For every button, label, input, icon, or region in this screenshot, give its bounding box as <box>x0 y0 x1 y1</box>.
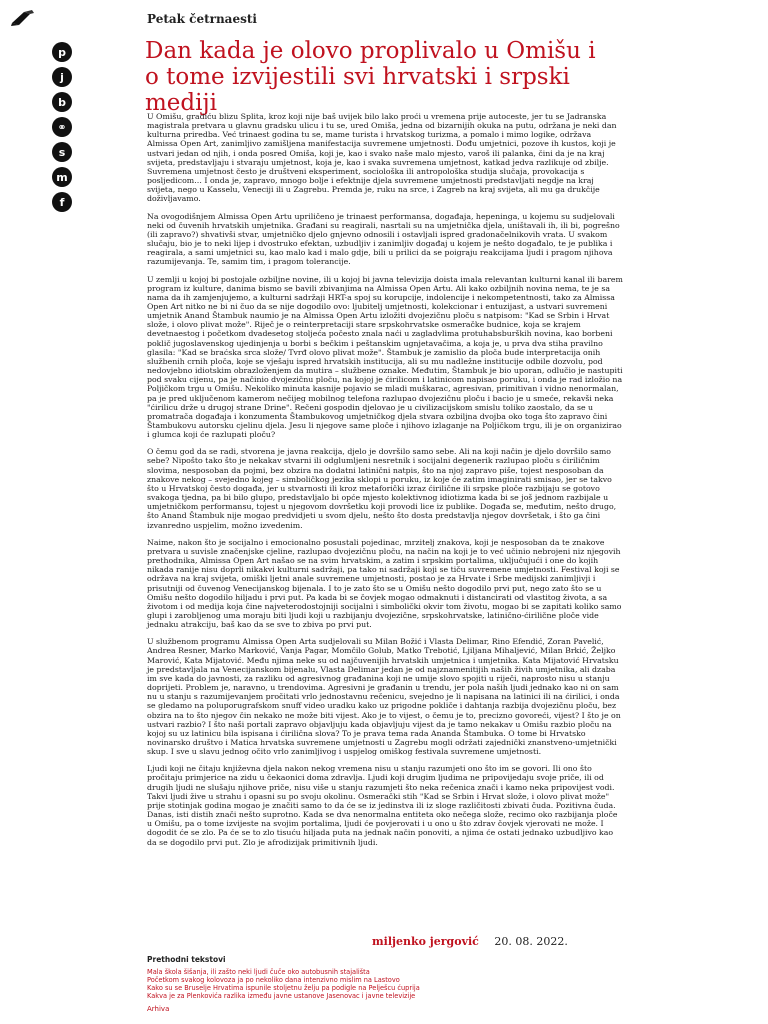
previous-text-link[interactable]: Kako su se Bruselje Hrvatima ispunile stoljetnu želju pa podigle na Pelješcu ćuprija <box>147 984 420 992</box>
article-paragraph: U zemlji u kojoj bi postojale ozbiljne novine, ili u kojoj bi javna televizija doista imala relevantan kulturni kanal ili barem program iz kulture, danima bismo se bavili zbivanjima na Almissa Open Artu. Ali kako ozbiljnih novina nema, te je sa nama da ih zamjenjujemo, a kulturni sadržaji HRT-a spoj su korupcije, indolencije i nekompetentnosti, tako za Almissa Open Art nitko ne bi ni čuo da se nije dogodilo ovo: ljubitelj umjetnosti, kolekcionar i entuzijast, a ustvari suvremeni umjetnik Anand Štambuk naumio je na Almissa Open Artu izložiti dvojezičnu ploču s natpisom: "Kad se Srbin i Hrvat slože, i olovo plivat može". Riječ je o reinterpretaciji stare srpskohrvatske osmeračke budnice, koja se krajem devetnaestog i početkom dvadesetog stoljeća počesto znala naći u zagladvlima protuhabsburških novina, kao borbeni poklič jugoslavenskog ujedinjenja u borbi s bečkim i peštanskim ugnjetavačima, a koja je, u prva dva stiha pravilno glasila: "Kad se braćska srca slože/ Tvrđ olovo plivat može". Štambuk je zamislio da ploča bude interpretacija onih službenih crnih ploča, koje se vješaju ispred hrvatskih institucija, ali su mu nadležne institucije odbile dozvolu, pod nedovjebno idiotskim obrazloženjem da mutira – službene oznake. Međutim, Štambuk je bio uporan, odlučio je nastupiti pod svaku cijenu, pa je načinio dvojezičnu ploču, na kojoj je ćirilicom i latinicom napisao poruku, i onda je rad izložio na Poljičkom trgu u Omišu. Nekoliko minuta kasnije pojavio se mladi muškarac, agresivan, primitivan i vidno nenormalan, pa je pred uključenom kamerom nečijeg mobilnog telefona razlupao dvojezičnu ploču i bacio je u smeće, rekavši neka "ćirilicu drže u drugoj strane Drine". Rečeni gospodin djelovao je u civilizacijskom smislu toliko zaostalo, da se u promatrača događaja i konzumenta Štambukovog umjetničkog djela stvara ozbiljna dvojba oko toga što zapravo čini Štambukovu autorsku cjelinu djela. Jesu li njegove same ploče i njihovo izlaganje na Poljičkom trgu, ili je on organizirao i glumca koji će razlupati ploču? <box>147 274 623 440</box>
previous-text-link[interactable]: Kakva je za Plenkovića razlika između javne ustanove Jasenovac i javne televizije <box>147 992 416 1000</box>
article-headline: Dan kada je olovo proplivalo u Omišu i o tome izvijestili svi hrvatski i srpski mediji <box>145 38 596 116</box>
previous-texts-list <box>147 968 420 1000</box>
social-p-icon[interactable]: p <box>52 42 72 62</box>
social-links <box>52 42 72 217</box>
social-m-icon[interactable]: m <box>52 167 72 187</box>
social-b-icon[interactable]: b <box>52 92 72 112</box>
previous-texts-heading: Prethodni tekstovi <box>147 955 226 964</box>
article-paragraph: U službenom programu Almissa Open Arta sudjelovali su Milan Božić i Vlasta Delimar, Rino Efendić, Zoran Pavelić, Andrea Resner, Marko Marković, Vanja Pagar, Momčilo Golub, Matko Trebotić, Ljiljana Mihaljević, Milan Brkić, Željko Marović, Kata Mijatović. Među njima neke su od najčuvenijih hrvatskih umjetnica i umjetnika. Kata Mijatović Hrvatsku je predstavljala na Venecijanskom bijenalu, Vlasta Delimar jedan je od najznamenitijih naših živih umjetnika, ali dzaba im sve kada do javnosti, za razliku od agresivnog građanina koji ne umije slovo spojiti u riječi, naprosto nisu u stanju doprijeti. Problem je, naravno, u trendovima. Agresivni je građanin u trendu, jer pola naših ljudi jednako kao ni on sam nu u stanju s razumijevanjem pročitati vrlo jednostavnu rečenicu, svejedno je li napisana na latinici ili na ćirilici, i onda se gledamo na poluporugrafskom snuff video uradku kako uz prigodne pokliče i dahtanja razbija dvojezičnu ploču, bez obzira na to što njegov čin nekako ne može biti vijest. Ako je to vijest, o čemu je to, precizno govoreći, vijest? I što je on ustvari razbio? I što naši portali zapravo objavljuju kada objavljuju vijest da je tamo nekakav u Omišu razbio ploču na kojoj su uz latinicu bila ispisana i ćirilična slova? To je prava tema rada Ananda Štambuka. O tome bi Hrvatsko novinarsko društvo i Matica hrvatska suvremene umjetnosti u Zagrebu mogli održati zajednički znanstveno-umjetnički skup. I sve u slavu jednog očito vrlo zanimljivog i uspjelog omiškog festivala suvremene umjetnosti. <box>147 637 621 757</box>
article-paragraph: U Omišu, gradiću blizu Splita, kroz koji nije baš uvijek bilo lako proći u vremena prije autoceste, jer tu se Jadranska magistrala pretvara u glavnu gradsku ulicu i tu se, ured Omiša, jedna od bizarnijih okuka na putu, održana je neki dan kulturna priredba. Već trinaest godina tu se, mame turista i hrvatskog turizma, a pomalo i mimo logike, održava Almissa Open Art, zanimljivo zamišljena manifestacija suvremene umjetnosti. Dođu umjetnici, pozove ih kustos, koji je ustvari jedan od njih, i onda posred Omiša, koji je, kao i svako naše malo mjesto, varoš ili palanka, čini da je na kraj svijeta, predstavljaju i stvaraju umjetnost, koja je, kao i svaka suvremena umjetnost, katkad jedva razlikuje od zbilje. Suvremena umjetnost često je društveni eksperiment, sociološka ili antropološka studija slučaja, provokacija s posljedicom… I onda je, zapravo, mnogo bolje i efektnije djela suvremene umjetnosti predstavljati negdje na kraj svijeta, nego u Kasselu, Veneciji ili u Zagrebu. Premda je, ruku na srce, i Zagreb na kraj svijeta, ali mu ga drukčije doživljavamo. <box>147 112 617 204</box>
previous-text-link[interactable]: Mala škola šišanja, ili zašto neki ljudi čuče oko autobusnih stajališta <box>147 968 370 976</box>
byline <box>372 935 568 948</box>
article-paragraph: Ljudi koji ne čitaju književna djela nakon nekog vremena nisu u stanju razumjeti ono što im se govori. Ili ono što pročitaju primjerice na zidu u čekaonici doma zdravlja. Ljudi koji drugim ljudima ne pripovijedaju svoje priče, ili od drugih ljudi ne slušaju njihove priče, nisu više u stanju razumjeti što neka rečenica znači i kamo neka pripovijest vodi. Takvi ljudi žive u strahu i opasni su po svoju okolinu. Osmerački stih "Kad se Srbin i Hrvat slože, i olovo plivat može" prije stotinjak godina mogao je značiti samo to da će se iz jedinstva ili iz sloge različitosti zbivati čuda. Pozitivna čuda. Danas, isti distih znači nešto suprotno. Kada se dva nenormalna entiteta oko nečega slože, recimo oko razbijanja ploče u Omišu, pa o tome izvijeste na svojim portalima, ljudi će povjerovati i u ono u što zdrav čovjek vjerovati ne može. I dogodit će se zlo. Pa će se to zlo tisuću hiljada puta na jednak način ponoviti, a njima će ostati jednako uzbudljivo kao da se dogodilo prvi put. Zlo je afrodizijak primitivnih ljudi. <box>147 764 618 847</box>
article-paragraph: O čemu god da se radi, stvorena je javna reakcija, djelo je dovršilo samo sebe. Ali na koji način je djelo dovršilo samo sebe? Nipošto tako što je nekakav stvarni ili odglumljeni nesretnik i socijalni degenerik razlupao ploču s ćiriličnim slovima, nesposoban da pojmi, bez obzira na dodatni latinični natpis, što na njoj zapravo piše, tojest nesposoban da znakove nekog – svejedno kojeg – simboličkog jezika sklopi u poruku, iz koje će zatim imaginirati smisao, jer se takvo što u Hrvatskoj često događa, jer u stvarnosti ili kroz metaforički izraz ćirilične ili srpske ploče razbijaju se gotovo svakoga tjedna, pa bi bilo glupo, predstavljalo bi opće mjesto kolektivnog idiotizma kada bi se još jednom razbijale u umjetničkom performansu, tojest u njegovom dovršetku koji provodi lice iz publike. Događa se, međutim, nešto drugo, što Anand Štambuk nije mogao predvidjeti u svom djelu, nešto što dosta predstavlja njegov dovršetak, i što ga čini izvanredno uspjelim, možno izvedenim. <box>147 447 617 530</box>
article-body <box>147 112 623 855</box>
archive-link[interactable]: Arhiva <box>147 1005 170 1013</box>
facebook-icon[interactable]: f <box>52 192 72 212</box>
social-s-icon[interactable]: s <box>52 142 72 162</box>
article-paragraph: Na ovogodišnjem Almissa Open Artu upriličeno je trinaest performansa, događaja, hepeninga, u kojemu su sudjelovali neki od čuvenih hrvatskih umjetnika. Građani su reagirali, nasrtali su na umjetnička djela, uništavali ih, ili bi, pogrešno (ili zapravo?) shvativši stvar, umjetničko djelo gnjevno odnosili i ostavljali ispred gradonačelnikovih vrata. U svakom slučaju, bio je to neki lijep i dvostruko efektan, uzbudljiv i zanimljiv događaj u kojem je nešto događalo, te je publika i reagirala, a sami umjetnici su, kao malo kad i malo gdje, bili u prilici da se poigraju reakcijama ljudi i pragom njihova razumijevanja. Te, samim tim, i pragom tolerancije. <box>147 211 620 267</box>
previous-text-link[interactable]: Početkom svakog kolovoza ja po nekoliko dana intenzivno mislim na Lastovo <box>147 976 400 984</box>
author-name[interactable]: miljenko jergović <box>372 935 479 948</box>
section-title: Petak četrnaesti <box>147 12 257 26</box>
publish-date: 20. 08. 2022. <box>494 935 568 948</box>
pen-logo-icon[interactable] <box>10 9 36 27</box>
article-paragraph: Naime, nakon što je socijalno i emocionalno posustali pojedinac, mrzitelj znakova, koji je nesposoban da te znakove pretvara u suvisle značenjske cjeline, razlupao dvojezičnu ploču, na način na koji je to već učinio nebrojeni niz njegovih prethodnika, Almissa Open Art našao se na svim hrvatskim, a zatim i srpskim portalima, uključujući i one do kojih nikada ranije nisu doprli nikakvi kulturni sadržaji, pa tako ni sadržaji koji se tiču suvremene umjetnosti. Festival koji se održava na kraj svijeta, omiški ljetni anale suvremene umjetnosti, postao je za Hrvate i Srbe medijski zanimljivji i prisutniji od čuvenog Venecijanskog bijenala. I to je zato što se u Omišu nešto dogodilo prvi put, nego zato što se u Omišu nešto dogodilo hiljadu i prvi put. Pa kada bi se čovjek mogao odmaknuti i distancirati od vlastitog života, a sa životom i od medija koja čine najveterodostojniji socijalni i simbolički okvir tom životu, mogao bi se zapitati koliko samo glupi i zarobljenog uma moraju biti ljudi koji u razbijanju dvojezične, srpskohrvatske, latinično-ćirilične ploče vide jednaku atrakciju, baš kao da se sve to zbiva po prvi put. <box>147 537 622 630</box>
social-link-icon[interactable]: ⚭ <box>52 117 72 137</box>
social-j-icon[interactable]: j <box>52 67 72 87</box>
